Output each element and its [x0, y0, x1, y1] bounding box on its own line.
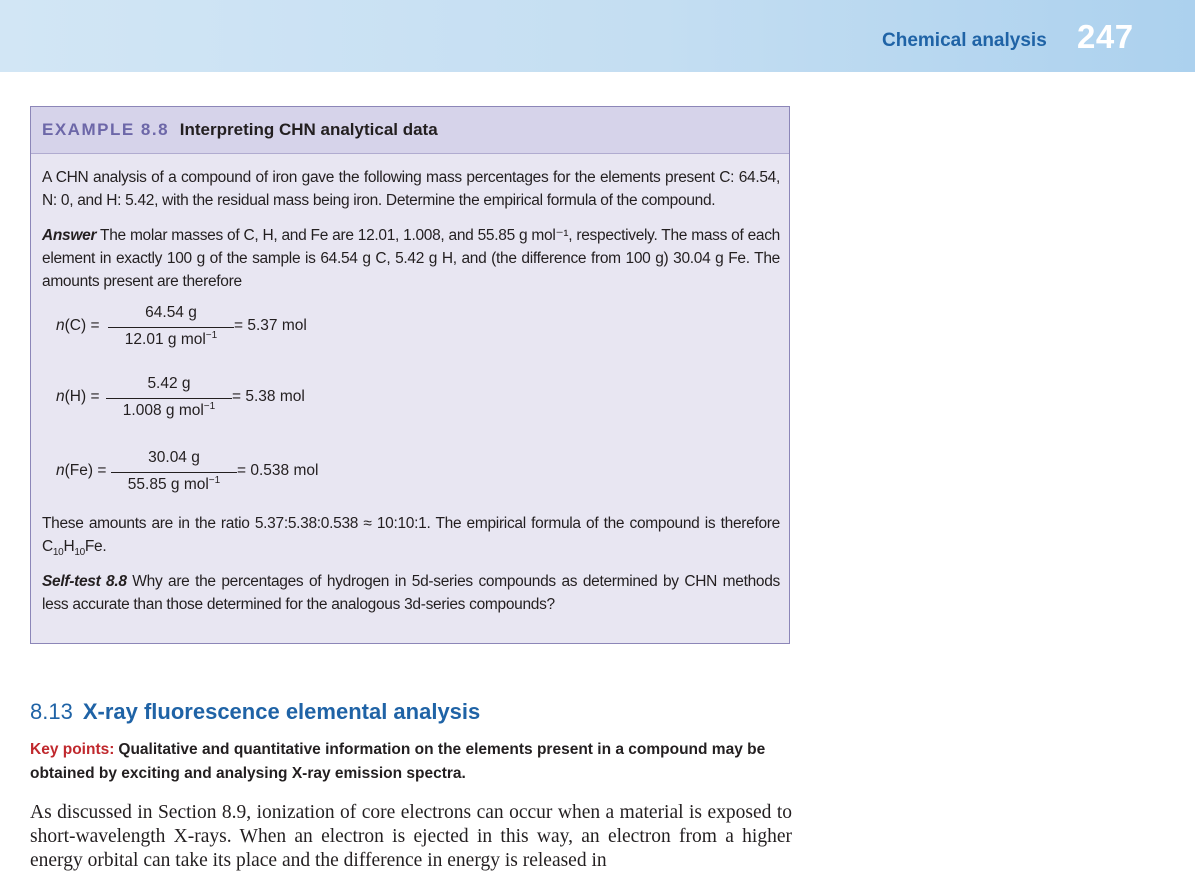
equation-denominator: 55.85 g mol$^{-1}$ — [127, 475, 221, 494]
answer-text: The molar masses of C, H, and Fe are 12.01, 1.008, and 55.85 g mol⁻¹, respectively. The mass of each element in exactly 100 g of the sample is 64.54 g C, 5.42 g H, and (the difference from 100 g) 30.04 g Fe. The amounts present are therefore — [42, 227, 780, 290]
equation-hydrogen — [56, 375, 356, 425]
selftest-label: Self-test 8.8 — [42, 573, 127, 590]
example-ratio: These amounts are in the ratio 5.37:5.38:0.538 ≈ 10:10:1. The empirical formula of the compound is therefore $C_{10}H_{10}Fe$. — [42, 515, 780, 559]
selftest-text: Why are the percentages of hydrogen in 5d-series compounds as determined by CHN methods less accurate than those determined for the analogous 3d-series compounds? — [42, 573, 780, 613]
example-selftest — [42, 570, 780, 616]
fraction-bar — [106, 398, 232, 399]
body-paragraph: As discussed in Section 8.9, ionization of core electrons can occur when a material is exposed to short-wavelength X-rays. When an electron is ejected in this way, an electron from a higher energy orbital can take its place and the difference in energy is released in — [30, 802, 792, 871]
key-points-label: Key points: — [30, 741, 115, 758]
page-number: 247 — [1077, 18, 1134, 55]
equation-carbon — [56, 304, 356, 354]
section-title: X-ray fluorescence elemental analysis — [82, 699, 481, 724]
key-points-text: Qualitative and quantitative information on the elements present in a compound may be obtained by exciting and analysing X-ray emission spectra. — [30, 741, 766, 782]
equation-numerator: 64.54 g — [145, 304, 197, 321]
fraction-bar — [108, 327, 234, 328]
example-answer — [42, 224, 780, 293]
equation-denominator: 1.008 g mol$^{-1}$ — [122, 401, 216, 420]
equation-numerator: 5.42 g — [147, 375, 191, 392]
equation-lhs: n(H) = — [56, 388, 100, 405]
equation-result: = 0.538 mol — [237, 462, 319, 479]
equation-result: = 5.37 mol — [234, 317, 307, 334]
equation-iron — [56, 449, 356, 499]
running-title: Chemical analysis — [882, 30, 1047, 51]
example-title: Interpreting CHN analytical data — [179, 120, 438, 139]
equation-result: = 5.38 mol — [232, 388, 305, 405]
section-heading — [30, 699, 480, 725]
example-box — [30, 106, 790, 644]
equation-numerator: 30.04 g — [148, 449, 200, 466]
equation-denominator: 12.01 g mol$^{-1}$ — [124, 330, 218, 349]
example-header — [31, 107, 789, 154]
fraction-bar — [111, 472, 237, 473]
example-label: EXAMPLE 8.8 — [42, 120, 170, 139]
example-question: A CHN analysis of a compound of iron gave the following mass percentages for the elements present C: 64.54, N: 0, and H: 5.42, with the residual mass being iron. Determine the empirical formula of the compound. — [42, 169, 780, 209]
equation-lhs: n(C) = — [56, 317, 100, 334]
key-points — [30, 738, 792, 786]
section-number: 8.13 — [30, 699, 73, 724]
answer-label: Answer — [42, 227, 97, 244]
equation-lhs: n(Fe) = — [56, 462, 107, 479]
